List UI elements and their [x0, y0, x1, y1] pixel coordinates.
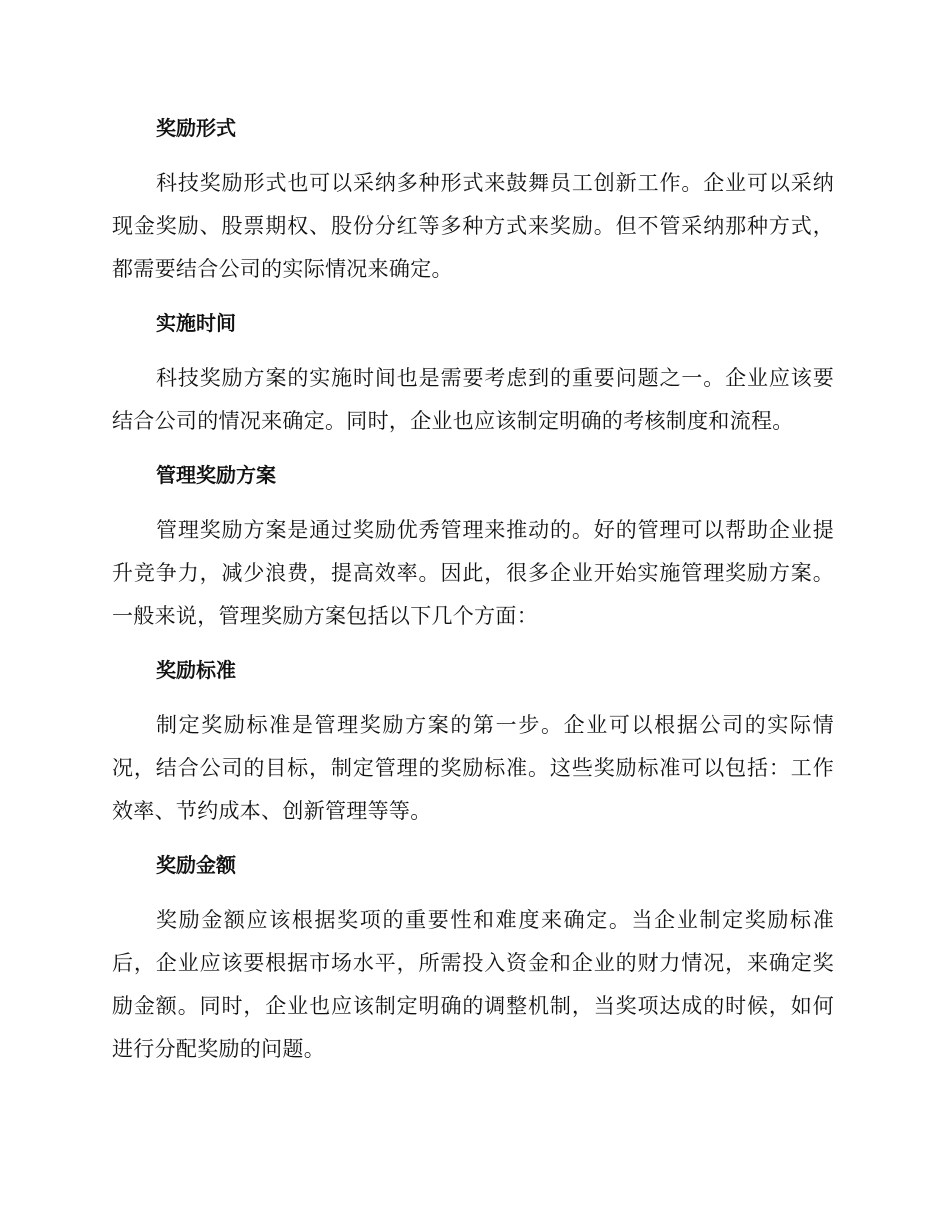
- section-paragraph-reward-amount: 奖励金额应该根据奖项的重要性和难度来确定。当企业制定奖励标准后，企业应该要根据市场水平，所需投入资金和企业的财力情况，来确定奖励金额。同时，企业也应该制定明确的调整机制，当奖项达成的时候，如何进行分配奖励的问题。: [112, 908, 834, 1061]
- section-paragraph-implementation-time: 科技奖励方案的实施时间也是需要考虑到的重要问题之一。企业应该要结合公司的情况来确定。同时，企业也应该制定明确的考核制度和流程。: [112, 366, 834, 433]
- document-body: [112, 108, 834, 1071]
- section-heading-reward-amount: 奖励金额: [156, 853, 236, 877]
- section-paragraph-management-reward-plan: 管理奖励方案是通过奖励优秀管理来推动的。好的管理可以帮助企业提升竞争力，减少浪费，提高效率。因此，很多企业开始实施管理奖励方案。一般来说，管理奖励方案包括以下几个方面：: [112, 518, 834, 628]
- section-heading-reward-form: 奖励形式: [156, 116, 236, 140]
- section-heading-implementation-time: 实施时间: [156, 311, 236, 335]
- section-paragraph-reward-standard: 制定奖励标准是管理奖励方案的第一步。企业可以根据公司的实际情况，结合公司的目标，制定管理的奖励标准。这些奖励标准可以包括：工作效率、节约成本、创新管理等等。: [112, 713, 834, 823]
- section-heading-management-reward-plan: 管理奖励方案: [156, 463, 276, 487]
- section-heading-reward-standard: 奖励标准: [156, 658, 236, 682]
- section-paragraph-reward-form: 科技奖励形式也可以采纳多种形式来鼓舞员工创新工作。企业可以采纳现金奖励、股票期权、股份分红等多种方式来奖励。但不管采纳那种方式，都需要结合公司的实际情况来确定。: [112, 171, 834, 281]
